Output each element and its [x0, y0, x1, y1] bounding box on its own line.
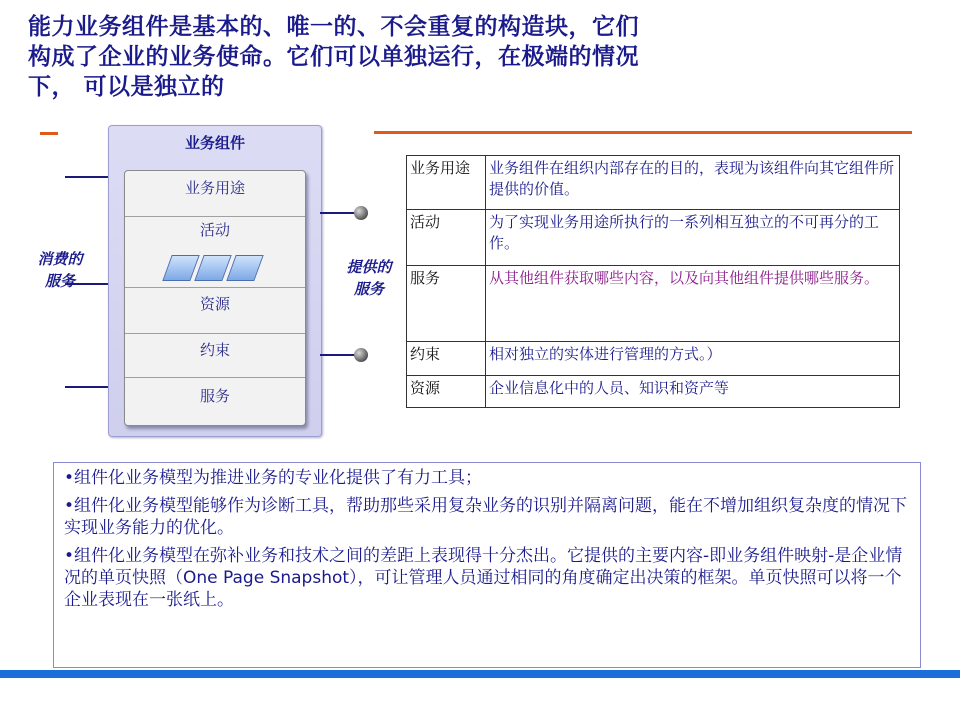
term-cell: 活动	[407, 210, 486, 266]
note-item: •组件化业务模型能够作为诊断工具，帮助那些采用复杂业务的识别并隔离问题，能在不增加组织复杂度的情况下实现业务能力的优化。	[64, 496, 908, 538]
consumed-label-line: 服务	[44, 272, 75, 290]
term-cell: 约束	[407, 342, 486, 376]
title-line: 构成了企业的业务使命。它们可以单独运行，在极端的情况	[28, 44, 639, 70]
service-port-icon	[354, 206, 368, 220]
desc-cell: 企业信息化中的人员、知识和资产等	[486, 376, 900, 408]
business-component-box	[108, 125, 322, 437]
provided-label-line: 提供的	[346, 258, 392, 276]
provided-label-line: 服务	[353, 280, 384, 298]
desc-cell: 业务组件在组织内部存在的目的，表现为该组件向其它组件所提供的价值。	[486, 156, 900, 210]
provided-services-label	[334, 256, 404, 300]
table-row	[407, 210, 900, 266]
desc-cell: 相对独立的实体进行管理的方式。）	[486, 342, 900, 376]
table-row	[407, 156, 900, 210]
bottom-bar	[0, 670, 960, 678]
component-row-activity: 活动	[199, 221, 230, 239]
note-item: •组件化业务模型在弥补业务和技术之间的差距上表现得十分杰出。它提供的主要内容-即业务组件映射-是企业情况的单页快照（One Page Snapshot），可让管理人员通过相同的角度确定出决策的框架。单页快照可以将一个企业表现在一张纸上。	[64, 546, 903, 610]
definition-table	[406, 155, 900, 408]
divider	[125, 377, 305, 378]
activity-parallelogram-icon	[226, 255, 263, 281]
table-row	[407, 376, 900, 408]
divider	[125, 216, 305, 217]
activity-parallelogram-icon	[194, 255, 231, 281]
accent-line-right	[374, 131, 912, 134]
table-row	[407, 342, 900, 376]
term-cell: 资源	[407, 376, 486, 408]
divider	[125, 287, 305, 288]
activity-parallelogram-icon	[162, 255, 199, 281]
provided-connector	[320, 212, 356, 214]
component-row-service: 服务	[199, 387, 230, 405]
term-cell: 服务	[407, 266, 486, 342]
component-title: 业务组件	[184, 134, 245, 152]
component-row-constraint: 约束	[199, 341, 230, 359]
consumed-label-line: 消费的	[37, 250, 83, 268]
page-title	[28, 12, 748, 102]
table-row	[407, 266, 900, 342]
consumed-connector	[65, 176, 109, 178]
desc-cell: 为了实现业务用途所执行的一系列相互独立的不可再分的工作。	[486, 210, 900, 266]
consumed-connector	[65, 386, 109, 388]
title-line: 下， 可以是独立的	[28, 74, 225, 100]
service-port-icon	[354, 348, 368, 362]
consumed-services-label	[28, 248, 92, 292]
accent-line-left	[40, 132, 58, 135]
notes-box	[53, 462, 921, 668]
title-line: 能力业务组件是基本的、唯一的、不会重复的构造块，它们	[28, 14, 639, 40]
note-item: •组件化业务模型为推进业务的专业化提供了有力工具；	[64, 468, 483, 488]
desc-cell: 从其他组件获取哪些内容，以及向其他组件提供哪些服务。	[486, 266, 900, 342]
component-row-purpose: 业务用途	[184, 179, 245, 197]
divider	[125, 333, 305, 334]
component-inner-panel	[124, 170, 306, 426]
term-cell: 业务用途	[407, 156, 486, 210]
provided-connector	[320, 354, 356, 356]
component-row-resource: 资源	[199, 295, 230, 313]
